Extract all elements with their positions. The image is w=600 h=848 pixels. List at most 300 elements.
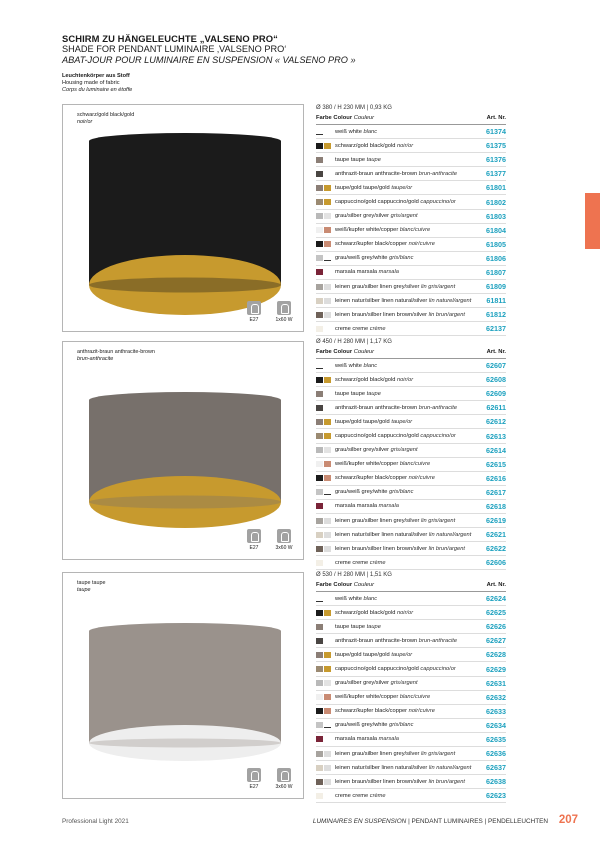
swatch-primary	[316, 461, 323, 467]
swatch-primary	[316, 560, 323, 566]
col-colour-label: Farbe Colour	[316, 349, 353, 355]
color-name	[335, 377, 476, 383]
table-row	[316, 125, 506, 139]
color-name-de-en: schwarz/gold black/gold	[335, 376, 396, 383]
table-row	[316, 458, 506, 472]
table-row	[316, 373, 506, 387]
color-swatch	[316, 518, 332, 524]
wattage-caption: 3x60 W	[275, 784, 293, 790]
page-number: 207	[558, 814, 578, 826]
socket-icon-group	[243, 529, 265, 551]
color-name-de-en: marsala marsala	[335, 269, 378, 276]
color-name	[335, 419, 476, 425]
color-name	[335, 391, 476, 397]
color-name-fr: blanc/cuivre	[399, 694, 431, 701]
col-colour-label: Farbe Colour	[316, 115, 353, 121]
color-name-de-en: leinen braun/silber linen brown/silver	[335, 545, 427, 552]
color-swatch	[316, 666, 332, 672]
color-name	[335, 269, 476, 275]
swatch-secondary	[324, 722, 331, 728]
color-name-fr: lin gris/argent	[421, 750, 456, 757]
article-number: 62606	[486, 558, 506, 568]
table-row	[316, 359, 506, 373]
color-name-fr: crème	[369, 559, 386, 566]
table-row	[316, 789, 506, 803]
article-number: 62634	[486, 720, 506, 730]
socket-icon-group	[243, 301, 265, 323]
swatch-primary	[316, 433, 323, 439]
color-name-de-en: grau/weiß grey/white	[335, 722, 388, 729]
wattage-icon-group	[273, 529, 295, 551]
color-name	[335, 241, 476, 247]
swatch-secondary	[324, 377, 331, 383]
color-swatch	[316, 610, 332, 616]
col-colour	[316, 582, 374, 591]
swatch-primary	[316, 489, 323, 495]
color-swatch	[316, 560, 332, 566]
article-number: 62612	[486, 417, 506, 427]
table-row	[316, 500, 506, 514]
color-name-fr: gris/blanc	[389, 489, 414, 496]
color-name	[335, 199, 476, 205]
shade-inner-lip	[89, 496, 281, 509]
lamp-shade-image	[89, 133, 281, 315]
table-row	[316, 606, 506, 620]
article-number: 62624	[486, 594, 506, 604]
swatch-secondary	[324, 489, 331, 495]
color-name	[335, 736, 476, 742]
color-name-fr: marsala	[378, 503, 399, 510]
table-row	[316, 775, 506, 789]
color-name	[335, 475, 476, 481]
color-name-de-en: weiß/kupfer white/copper	[335, 694, 399, 701]
swatch-primary	[316, 363, 323, 369]
color-name	[335, 227, 476, 233]
color-name-de-en: anthrazit-braun anthracite-brown	[335, 637, 418, 644]
color-name-fr: cappuccino/or	[420, 433, 456, 440]
color-swatch	[316, 624, 332, 630]
table-row	[316, 322, 506, 336]
color-name-fr: noir/cuivre	[408, 241, 435, 248]
color-name-de-en: creme creme	[335, 792, 369, 799]
color-name	[335, 708, 476, 714]
color-name-fr: cappuccino/or	[420, 199, 456, 206]
color-swatch	[316, 779, 332, 785]
color-swatch	[316, 241, 332, 247]
article-number: 61806	[486, 253, 506, 263]
article-number: 62614	[486, 445, 506, 455]
swatch-secondary	[324, 284, 331, 290]
color-swatch	[316, 269, 332, 275]
color-name	[335, 171, 476, 177]
swatch-secondary	[324, 751, 331, 757]
socket-icon-group	[243, 768, 265, 790]
col-colour	[316, 349, 374, 358]
footer-brand: Professional Light 2021	[62, 818, 129, 825]
article-number: 62631	[486, 678, 506, 688]
spec-table	[316, 339, 506, 570]
article-number: 61376	[486, 155, 506, 165]
color-name	[335, 610, 476, 616]
table-row	[316, 387, 506, 401]
color-name	[335, 722, 476, 728]
color-name-de-en: grau/silber grey/silver	[335, 447, 390, 454]
color-name-fr: noir/or	[396, 609, 414, 616]
title-en: SHADE FOR PENDANT LUMINAIRE ‚VALSENO PRO‘	[62, 44, 287, 54]
color-name-de-en: cappuccino/gold cappuccino/gold	[335, 199, 419, 206]
color-name	[335, 298, 476, 304]
article-number: 62633	[486, 706, 506, 716]
color-name	[335, 596, 476, 602]
color-swatch	[316, 475, 332, 481]
product-color-de: anthrazit-braun anthracite-brown	[77, 349, 155, 355]
color-name	[335, 638, 476, 644]
swatch-primary	[316, 326, 323, 332]
swatch-primary	[316, 736, 323, 742]
swatch-secondary	[324, 765, 331, 771]
table-row	[316, 542, 506, 556]
color-swatch	[316, 433, 332, 439]
color-name-fr: gris/blanc	[389, 255, 414, 262]
article-number: 62619	[486, 516, 506, 526]
table-row	[316, 294, 506, 308]
table-row	[316, 153, 506, 167]
swatch-primary	[316, 652, 323, 658]
shade-inner-lip	[89, 278, 281, 293]
spec-table	[316, 105, 506, 336]
spec-icons	[243, 768, 295, 790]
swatch-secondary	[324, 461, 331, 467]
swatch-primary	[316, 269, 323, 275]
color-name	[335, 694, 476, 700]
color-name	[335, 624, 476, 630]
article-number: 61807	[486, 267, 506, 277]
color-name-de-en: leinen grau/silber linen grey/silver	[335, 283, 420, 290]
color-name	[335, 284, 476, 290]
product-color-fr: taupe	[77, 586, 91, 593]
table-row	[316, 139, 506, 153]
table-row	[316, 472, 506, 486]
wattage-caption: 1x60 W	[275, 317, 293, 323]
swatch-secondary	[324, 610, 331, 616]
swatch-primary	[316, 638, 323, 644]
wattage-icon-group	[273, 768, 295, 790]
color-name-de-en: leinen braun/silber linen brown/silver	[335, 311, 427, 318]
color-name-de-en: leinen natur/silber linen natural/silver	[335, 297, 428, 304]
color-swatch	[316, 171, 332, 177]
product-color-fr: brun-anthracite	[77, 355, 114, 362]
color-name	[335, 405, 476, 411]
color-name-de-en: grau/weiß grey/white	[335, 255, 388, 262]
table-row	[316, 514, 506, 528]
material-de: Leuchtenkörper aus Stoff	[62, 73, 130, 79]
color-name-fr: lin brun/argent	[428, 778, 465, 785]
color-name	[335, 129, 476, 135]
color-swatch	[316, 532, 332, 538]
color-swatch	[316, 157, 332, 163]
color-name-fr: noir/or	[396, 376, 414, 383]
table-row	[316, 181, 506, 195]
bulb-wattage-icon	[277, 768, 291, 782]
color-name-de-en: cappuccino/gold cappuccino/gold	[335, 433, 419, 440]
swatch-primary	[316, 377, 323, 383]
product-color-label	[77, 580, 197, 594]
swatch-secondary	[324, 241, 331, 247]
color-name	[335, 518, 476, 524]
table-row	[316, 252, 506, 266]
color-name-de-en: weiß white	[335, 362, 362, 369]
color-name	[335, 185, 476, 191]
swatch-primary	[316, 312, 323, 318]
product-color-de: schwarz/gold black/gold	[77, 112, 135, 118]
swatch-primary	[316, 610, 323, 616]
swatch-primary	[316, 680, 323, 686]
lamp-shade-image	[89, 623, 281, 761]
col-colour	[316, 115, 374, 124]
article-number: 62628	[486, 650, 506, 660]
color-swatch	[316, 765, 332, 771]
article-number: 62635	[486, 734, 506, 744]
table-row	[316, 224, 506, 238]
color-name-fr: noir/or	[396, 142, 414, 149]
footer-section	[313, 818, 548, 825]
swatch-secondary	[324, 546, 331, 552]
color-name-fr: marsala	[378, 736, 399, 743]
color-name	[335, 461, 476, 467]
color-name-fr: taupe/or	[391, 418, 413, 425]
table-row	[316, 210, 506, 224]
article-number: 61812	[486, 310, 506, 320]
socket-caption: E27	[249, 545, 259, 551]
article-number: 62608	[486, 375, 506, 385]
table-row	[316, 648, 506, 662]
swatch-primary	[316, 419, 323, 425]
color-name-fr: brun-anthracite	[418, 170, 458, 177]
article-number: 62627	[486, 636, 506, 646]
color-swatch	[316, 199, 332, 205]
color-name-fr: gris/argent	[390, 680, 418, 687]
color-name-fr: lin brun/argent	[428, 545, 465, 552]
article-number: 62622	[486, 544, 506, 554]
color-name-de-en: anthrazit-braun anthracite-brown	[335, 170, 418, 177]
article-number: 62636	[486, 749, 506, 759]
swatch-secondary	[324, 185, 331, 191]
color-name-de-en: taupe/gold taupe/gold	[335, 418, 390, 425]
color-name-de-en: weiß/kupfer white/copper	[335, 227, 399, 234]
swatch-primary	[316, 143, 323, 149]
table-row	[316, 747, 506, 761]
article-number: 61803	[486, 211, 506, 221]
swatch-secondary	[324, 447, 331, 453]
color-swatch	[316, 185, 332, 191]
title-de: SCHIRM ZU HÄNGELEUCHTE „VALSENO PRO“	[62, 33, 278, 44]
swatch-secondary	[324, 227, 331, 233]
color-name	[335, 433, 476, 439]
col-colour-fr: Couleur	[353, 582, 375, 588]
swatch-secondary	[324, 433, 331, 439]
dimensions: Ø 530 / H 280 MM | 1,51 KG	[316, 572, 392, 578]
article-number: 62638	[486, 777, 506, 787]
color-name-de-en: taupe/gold taupe/gold	[335, 184, 390, 191]
color-name-de-en: taupe/gold taupe/gold	[335, 651, 390, 658]
article-number: 61377	[486, 169, 506, 179]
wattage-icon-group	[273, 301, 295, 323]
color-name-de-en: leinen grau/silber linen grey/silver	[335, 517, 420, 524]
swatch-secondary	[324, 532, 331, 538]
table-row	[316, 528, 506, 542]
swatch-primary	[316, 185, 323, 191]
color-name	[335, 255, 476, 261]
color-name	[335, 447, 476, 453]
color-swatch	[316, 503, 332, 509]
swatch-primary	[316, 624, 323, 630]
color-name-fr: gris/argent	[390, 447, 418, 454]
shade-inner-lip	[89, 739, 281, 748]
swatch-secondary	[324, 312, 331, 318]
swatch-primary	[316, 518, 323, 524]
table-row	[316, 620, 506, 634]
color-name-fr: blanc	[363, 595, 378, 602]
color-swatch	[316, 377, 332, 383]
swatch-primary	[316, 708, 323, 714]
color-name-de-en: creme creme	[335, 559, 369, 566]
color-swatch	[316, 129, 332, 135]
swatch-primary	[316, 129, 323, 135]
color-swatch	[316, 489, 332, 495]
article-number: 61804	[486, 225, 506, 235]
table-row	[316, 486, 506, 500]
color-name-de-en: schwarz/kupfer black/copper	[335, 708, 408, 715]
color-name-fr: brun-anthracite	[418, 637, 458, 644]
color-name-fr: crème	[369, 325, 386, 332]
swatch-primary	[316, 751, 323, 757]
table-row	[316, 634, 506, 648]
color-swatch	[316, 736, 332, 742]
table-row	[316, 444, 506, 458]
color-swatch	[316, 793, 332, 799]
color-name-de-en: schwarz/gold black/gold	[335, 142, 396, 149]
color-name-fr: lin brun/argent	[428, 311, 465, 318]
color-name-fr: lin naturel/argent	[428, 764, 472, 771]
color-swatch	[316, 326, 332, 332]
swatch-primary	[316, 447, 323, 453]
color-name-de-en: schwarz/kupfer black/copper	[335, 241, 408, 248]
article-number: 62613	[486, 431, 506, 441]
swatch-primary	[316, 391, 323, 397]
color-swatch	[316, 143, 332, 149]
material-en: Housing made of fabric	[62, 80, 120, 86]
col-colour-fr: Couleur	[353, 349, 375, 355]
article-number: 62637	[486, 763, 506, 773]
table-row	[316, 719, 506, 733]
swatch-primary	[316, 171, 323, 177]
color-name-fr: brun-anthracite	[418, 404, 458, 411]
color-swatch	[316, 461, 332, 467]
color-name-de-en: leinen natur/silber linen natural/silver	[335, 764, 428, 771]
swatch-primary	[316, 213, 323, 219]
color-swatch	[316, 227, 332, 233]
swatch-primary	[316, 793, 323, 799]
color-name-fr: lin naturel/argent	[428, 531, 472, 538]
swatch-secondary	[324, 518, 331, 524]
table-row	[316, 415, 506, 429]
swatch-primary	[316, 255, 323, 261]
dimensions: Ø 380 / H 230 MM | 0,93 KG	[316, 105, 392, 111]
col-colour-fr: Couleur	[353, 115, 375, 121]
color-name-de-en: schwarz/kupfer black/copper	[335, 475, 408, 482]
socket-caption: E27	[249, 317, 259, 323]
swatch-primary	[316, 284, 323, 290]
color-name-de-en: leinen natur/silber linen natural/silver	[335, 531, 428, 538]
swatch-secondary	[324, 419, 331, 425]
color-name	[335, 326, 476, 332]
swatch-secondary	[324, 298, 331, 304]
color-name-de-en: weiß white	[335, 128, 362, 135]
color-name-fr: blanc	[363, 362, 378, 369]
color-name-de-en: creme creme	[335, 325, 369, 332]
table-row	[316, 429, 506, 443]
swatch-primary	[316, 241, 323, 247]
bulb-wattage-icon	[277, 301, 291, 315]
color-name-fr: blanc/cuivre	[399, 227, 431, 234]
color-swatch	[316, 638, 332, 644]
color-name	[335, 779, 476, 785]
color-swatch	[316, 722, 332, 728]
article-number: 62137	[486, 324, 506, 334]
article-number: 62616	[486, 473, 506, 483]
table-row	[316, 733, 506, 747]
swatch-primary	[316, 227, 323, 233]
color-name-de-en: schwarz/gold black/gold	[335, 609, 396, 616]
table-row	[316, 592, 506, 606]
color-name-de-en: taupe taupe	[335, 156, 366, 163]
color-name-fr: cappuccino/or	[420, 666, 456, 673]
color-name-de-en: taupe taupe	[335, 623, 366, 630]
table-row	[316, 677, 506, 691]
spec-table	[316, 572, 506, 803]
swatch-primary	[316, 475, 323, 481]
swatch-secondary	[324, 708, 331, 714]
product-color-label	[77, 112, 197, 126]
col-colour-label: Farbe Colour	[316, 582, 353, 588]
col-art-nr: Art. Nr.	[486, 349, 506, 355]
swatch-primary	[316, 532, 323, 538]
color-name	[335, 363, 476, 369]
color-name-fr: lin gris/argent	[421, 283, 456, 290]
table-row	[316, 662, 506, 676]
color-name-fr: lin gris/argent	[421, 517, 456, 524]
color-name	[335, 666, 476, 672]
color-name	[335, 680, 476, 686]
table-row	[316, 167, 506, 181]
color-name-de-en: weiß white	[335, 595, 362, 602]
color-swatch	[316, 680, 332, 686]
swatch-primary	[316, 722, 323, 728]
color-name-fr: taupe	[366, 156, 381, 163]
article-number: 62621	[486, 530, 506, 540]
article-number: 61811	[486, 296, 506, 306]
color-name	[335, 312, 476, 318]
color-swatch	[316, 298, 332, 304]
article-number: 62617	[486, 487, 506, 497]
table-row	[316, 238, 506, 252]
bulb-socket-icon	[247, 301, 261, 315]
color-name-de-en: anthrazit-braun anthracite-brown	[335, 404, 418, 411]
table-row	[316, 280, 506, 294]
color-name	[335, 143, 476, 149]
table-row	[316, 691, 506, 705]
product-image-box	[62, 572, 304, 799]
